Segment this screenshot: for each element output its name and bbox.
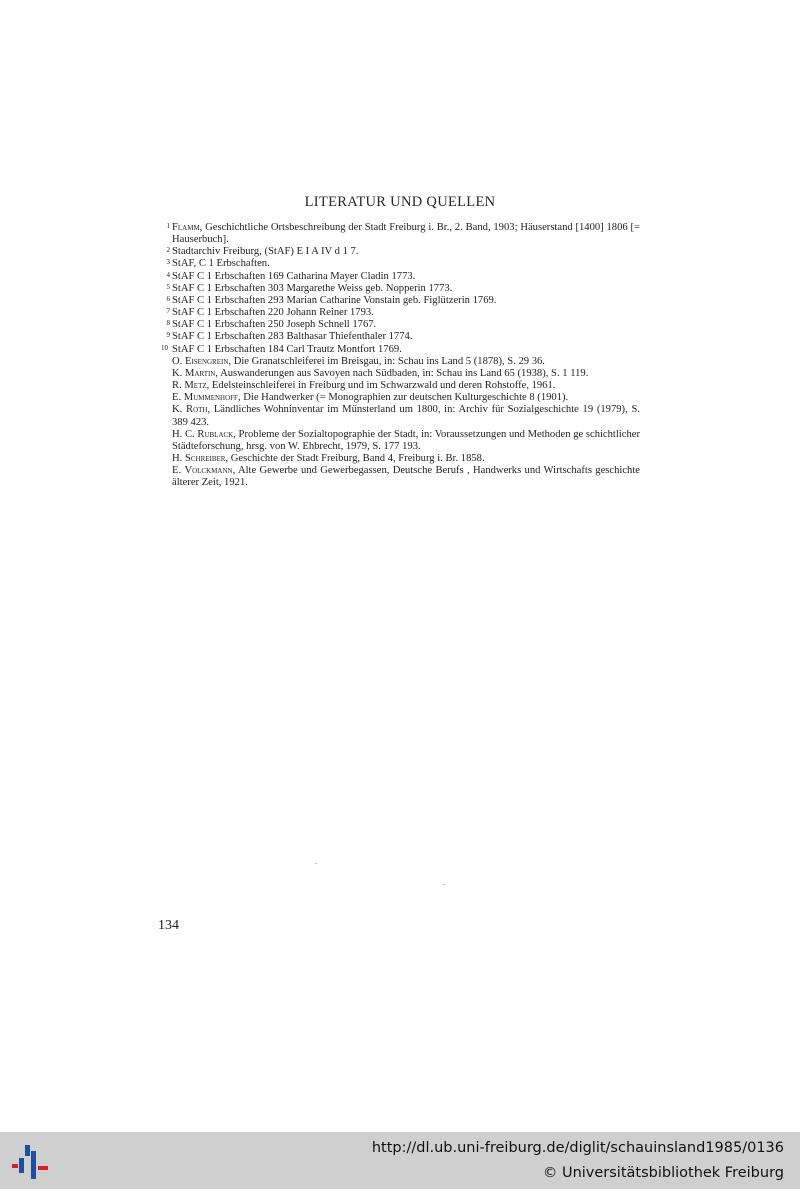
page-title: LITERATUR UND QUELLEN [304, 194, 496, 210]
author-name: Metz [184, 380, 207, 392]
footnote-number: 9 [166, 331, 170, 340]
literature-entry [158, 465, 640, 489]
author-name: Rublack [197, 428, 234, 440]
footnote-4 [158, 271, 640, 283]
author-initial: K. [172, 404, 183, 416]
footnote-7 [158, 307, 640, 319]
literature-entry [158, 404, 640, 428]
author-initial: O. [172, 355, 183, 367]
scan-speck [443, 884, 445, 885]
footnote-number: 8 [166, 319, 170, 328]
literature-text: , Auswanderungen aus Savoyen nach Südbaden, in: Schau ins Land 65 (1938), S. 1 119. [215, 367, 589, 379]
footnote-text: StAF C 1 Erbschaften 303 Margarethe Weiss geb. Nopperin 1773. [172, 282, 453, 294]
footnote-number: 7 [166, 307, 170, 316]
logo-bar-blue-top [25, 1145, 30, 1156]
author-name: Schreiber [184, 452, 226, 464]
logo-bar-blue-main [31, 1151, 36, 1179]
logo-bar-blue-left [19, 1158, 24, 1173]
logo-bar-red-left [12, 1164, 18, 1168]
footnote-number: 4 [166, 270, 170, 279]
author-initial: E. [172, 465, 182, 477]
author-name: Roth [186, 404, 208, 416]
author-name: Martin [184, 367, 216, 379]
literature-text: , Die Handwerker (= Monographien zur deutschen Kulturgeschichte 8 (1901). [237, 392, 569, 404]
footnote-number: 10 [161, 343, 168, 352]
footnote-number: 1 [166, 222, 170, 230]
literature-text: , Ländliches Wohninventar im Münsterland um 1800, in: Archiv für Sozialgeschichte 19 (1979), S. 389 423. [172, 404, 640, 428]
footnote-text: StAF, C 1 Erbschaften. [172, 258, 270, 270]
author-name: Eisengrein [184, 355, 229, 367]
literature-entry [158, 453, 640, 465]
footnote-text: StAF C 1 Erbschaften 283 Balthasar Thiefenthaler 1774. [172, 331, 413, 343]
ub-freiburg-logo-icon [10, 1142, 50, 1182]
literature-entry [158, 392, 640, 404]
page-number: 134 [158, 918, 179, 933]
footnote-number: 2 [166, 246, 170, 255]
author-initial: K. [172, 367, 183, 379]
literature-text: , Edelsteinschleiferei in Freiburg und im Schwarzwald und deren Rohstoffe, 1961. [206, 380, 556, 392]
literature-entry [158, 356, 640, 368]
footnote-1 [158, 222, 640, 246]
scan-speck [315, 863, 317, 864]
author-name: Mummenhoff [183, 392, 238, 404]
author-initial: H. C. [172, 428, 195, 440]
copyright-notice: © Universitätsbibliothek Freiburg [542, 1165, 784, 1181]
references-list [158, 222, 640, 489]
footnote-9 [158, 331, 640, 343]
author-name: Volckmann [184, 465, 233, 477]
author-name: Flamm [172, 222, 200, 233]
footnote-text: StAF C 1 Erbschaften 220 Johann Reiner 1793. [172, 307, 374, 319]
literature-text: , Alte Gewerbe und Gewerbegassen, Deutsche Berufs , Handwerks und Wirtschafts geschichte älterer Zeit, 1921. [172, 465, 640, 489]
footnote-3 [158, 258, 640, 270]
viewer-footer [0, 1132, 800, 1189]
footnote-number: 5 [166, 282, 170, 291]
footnote-text: Stadtarchiv Freiburg, (StAF) E I A IV d 1 7. [172, 246, 359, 258]
footnote-text: , Geschichtliche Ortsbeschreibung der Stadt Freiburg i. Br., 2. Band, 1903; Häuserstand [1400] 1806 [= Hauserbuch]. [172, 222, 640, 246]
literature-entry [158, 429, 640, 453]
footnote-8 [158, 319, 640, 331]
literature-text: , Die Granatschleiferei im Breisgau, in: Schau ins Land 5 (1878), S. 29 36. [228, 355, 545, 367]
footnote-6 [158, 295, 640, 307]
footnote-text: StAF C 1 Erbschaften 169 Catharina Mayer Cladin 1773. [172, 270, 416, 282]
footnote-text: StAF C 1 Erbschaften 293 Marian Catharine Vonstain geb. Figlützerin 1769. [172, 294, 497, 306]
literature-text: , Probleme der Sozialtopographie der Stadt, in: Voraussetzungen und Methoden ge schichtlicher Städteforschung, hrsg. von W. Ehbrecht, 1979, S. 177 193. [172, 428, 640, 452]
footnote-number: 3 [166, 258, 170, 267]
footnote-number: 6 [166, 294, 170, 303]
footnote-text: StAF C 1 Erbschaften 184 Carl Trautz Montfort 1769. [172, 343, 402, 355]
author-initial: E. [172, 392, 182, 404]
literature-entry [158, 368, 640, 380]
footnote-text: StAF C 1 Erbschaften 250 Joseph Schnell 1767. [172, 319, 377, 331]
logo-bar-red-right [38, 1166, 48, 1170]
author-initial: R. [172, 380, 182, 392]
literature-text: , Geschichte der Stadt Freiburg, Band 4, Freiburg i. Br. 1858. [225, 452, 485, 464]
source-url[interactable]: http://dl.ub.uni-freiburg.de/diglit/schauinsland1985/0136 [371, 1140, 784, 1156]
author-initial: H. [172, 452, 183, 464]
literature-entry [158, 380, 640, 392]
footnote-10 [158, 344, 640, 356]
footnote-5 [158, 283, 640, 295]
footnote-2 [158, 246, 640, 258]
